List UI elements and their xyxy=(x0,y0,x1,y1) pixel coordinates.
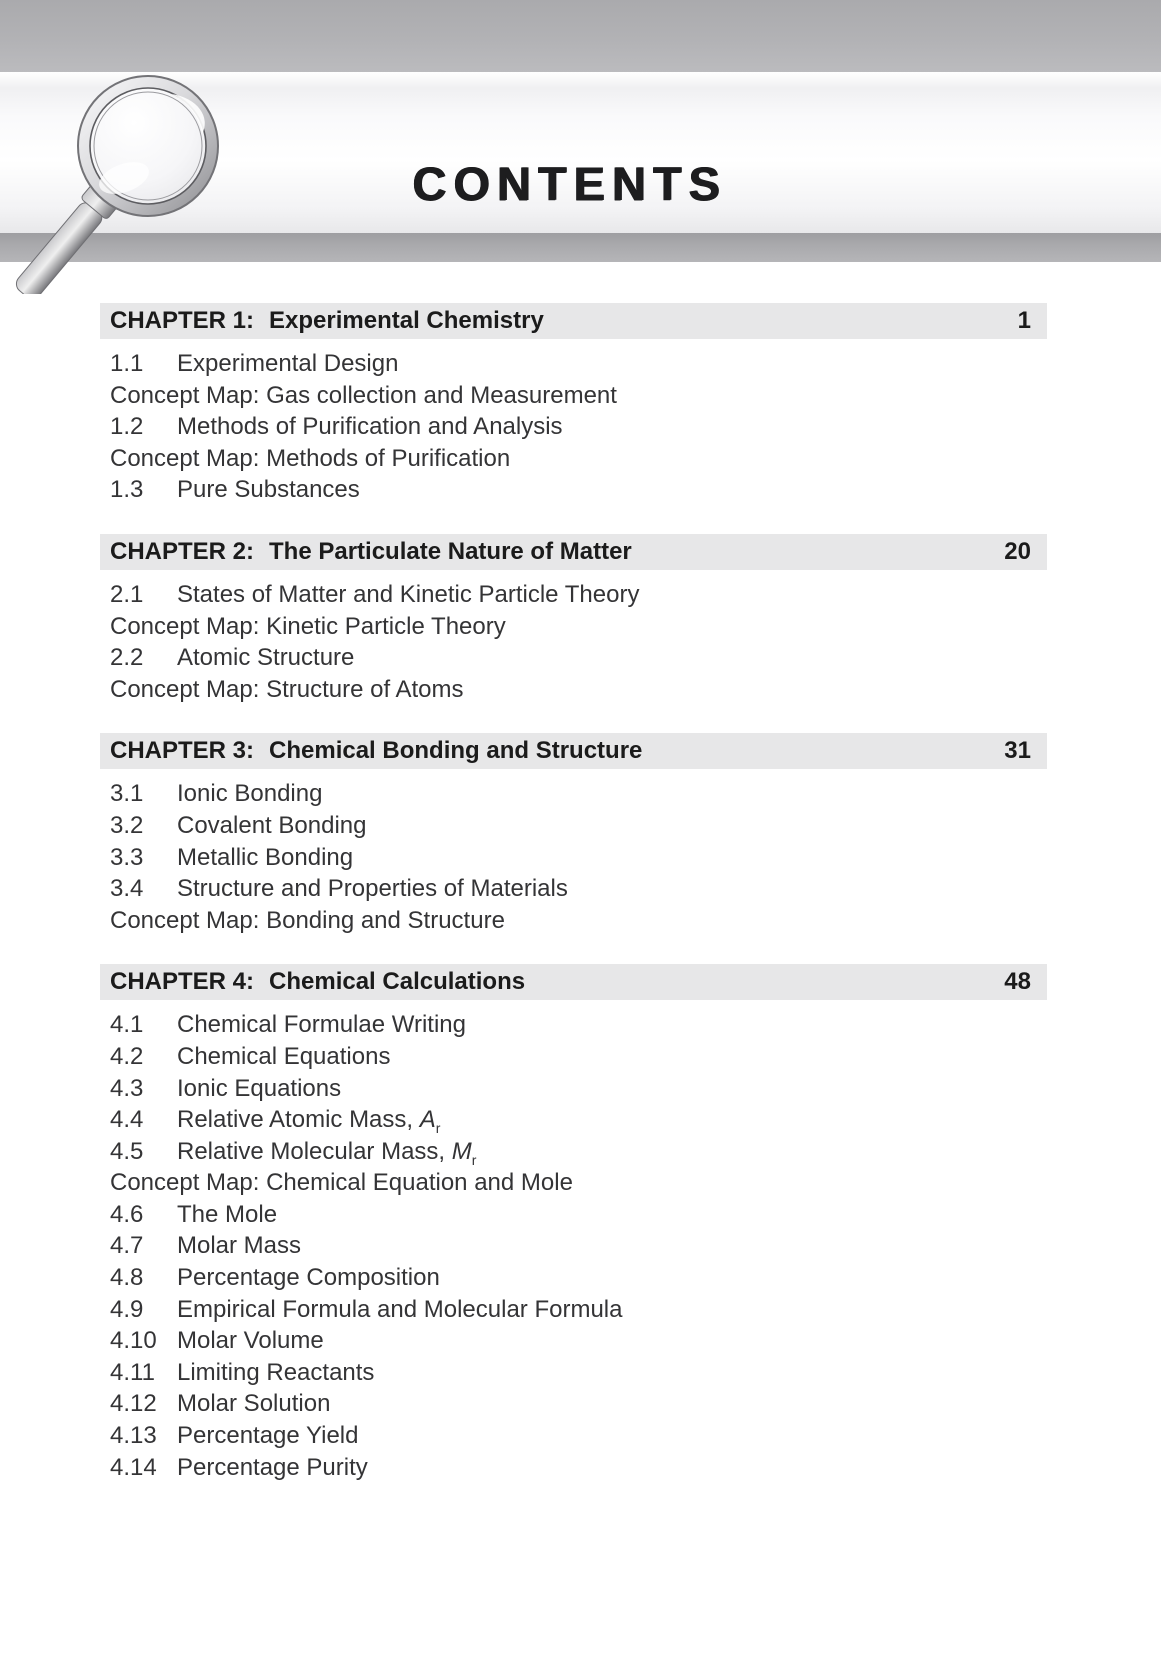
chapter-label: CHAPTER 2: xyxy=(110,537,255,565)
toc-item xyxy=(100,1420,1047,1452)
item-number: 4.13 xyxy=(110,1422,157,1450)
toc-item xyxy=(100,1009,1047,1041)
item-title: Ionic Bonding xyxy=(177,780,323,808)
magnifying-glass-icon xyxy=(14,56,266,294)
item-title: Covalent Bonding xyxy=(177,811,367,839)
item-number: 4.9 xyxy=(110,1295,144,1323)
item-number: 1.2 xyxy=(110,413,144,441)
chapter-item-list xyxy=(100,1009,1047,1483)
item-number: 1.1 xyxy=(110,350,144,377)
item-title: Concept Map: Bonding and Structure xyxy=(110,906,505,934)
chapter-label: CHAPTER 1: xyxy=(110,307,255,334)
item-title: Relative Atomic Mass, $A_r$ xyxy=(177,1106,441,1136)
item-number: 4.14 xyxy=(110,1453,157,1481)
chapter-item-list xyxy=(100,778,1047,936)
toc-item xyxy=(100,810,1047,842)
table-of-contents xyxy=(100,303,1047,1511)
chapter-section xyxy=(100,733,1047,936)
chapter-title: Experimental Chemistry xyxy=(269,307,544,334)
chapter-page-number: 1 xyxy=(1017,307,1031,334)
toc-item xyxy=(100,411,1047,443)
item-title: Ionic Equations xyxy=(177,1074,342,1102)
item-title: Concept Map: Gas collection and Measurement xyxy=(110,381,617,409)
chapter-section xyxy=(100,303,1047,506)
toc-item xyxy=(100,1199,1047,1231)
toc-item xyxy=(100,1136,1047,1168)
toc-item xyxy=(100,778,1047,810)
chapter-header-bar xyxy=(100,964,1047,1000)
item-title: Chemical Formulae Writing xyxy=(177,1011,466,1039)
item-title: Molar Volume xyxy=(177,1327,324,1355)
chapter-page-number: 31 xyxy=(1004,737,1031,765)
item-number: 4.1 xyxy=(110,1011,144,1039)
item-number: 4.6 xyxy=(110,1200,144,1228)
item-number: 2.1 xyxy=(110,580,144,608)
item-title: Percentage Yield xyxy=(177,1422,359,1450)
item-title: States of Matter and Kinetic Particle Theory xyxy=(177,580,640,608)
item-number: 3.2 xyxy=(110,811,144,839)
chapter-label: CHAPTER 4: xyxy=(110,968,255,996)
item-title: Percentage Purity xyxy=(177,1453,368,1481)
toc-item xyxy=(100,1041,1047,1073)
concept-map-item xyxy=(100,905,1047,937)
item-title: Percentage Composition xyxy=(177,1264,440,1292)
chapter-section xyxy=(100,964,1047,1483)
item-title: Atomic Structure xyxy=(177,644,355,672)
chapter-header-bar xyxy=(100,534,1047,570)
item-number: 4.4 xyxy=(110,1106,144,1134)
item-title: Structure and Properties of Materials xyxy=(177,875,568,903)
item-title: Limiting Reactants xyxy=(177,1358,375,1386)
item-title: Concept Map: Chemical Equation and Mole xyxy=(110,1169,573,1197)
toc-item xyxy=(100,1294,1047,1326)
toc-item xyxy=(100,1073,1047,1105)
item-title: Chemical Equations xyxy=(177,1042,391,1070)
chapter-title: Chemical Calculations xyxy=(269,968,526,996)
math-subscript: r xyxy=(471,1151,477,1168)
toc-item xyxy=(100,1452,1047,1484)
item-number: 4.7 xyxy=(110,1232,144,1260)
item-number: 3.3 xyxy=(110,843,144,871)
chapter-label: CHAPTER 3: xyxy=(110,737,255,765)
toc-item xyxy=(100,1104,1047,1136)
item-number: 2.2 xyxy=(110,644,144,672)
item-title: Concept Map: Structure of Atoms xyxy=(110,675,464,703)
math-symbol: M xyxy=(451,1137,472,1165)
item-number: 3.1 xyxy=(110,780,144,808)
item-number: 4.5 xyxy=(110,1137,144,1165)
item-title: Methods of Purification and Analysis xyxy=(177,413,563,441)
chapter-header-bar xyxy=(100,733,1047,769)
chapter-header-bar xyxy=(100,303,1047,339)
concept-map-item xyxy=(100,674,1047,706)
chapter-section xyxy=(100,534,1047,705)
item-number: 4.12 xyxy=(110,1390,157,1418)
item-number: 4.10 xyxy=(110,1327,157,1355)
item-title: Relative Molecular Mass, $M_r$ xyxy=(177,1137,477,1168)
chapter-item-list xyxy=(100,579,1047,705)
item-title: Molar Mass xyxy=(177,1232,302,1260)
toc-item xyxy=(100,842,1047,874)
concept-map-item xyxy=(100,1167,1047,1199)
chapter-page-number: 48 xyxy=(1004,968,1031,996)
item-number: 3.4 xyxy=(110,875,144,903)
toc-item xyxy=(100,873,1047,905)
toc-item xyxy=(100,1388,1047,1420)
toc-item xyxy=(100,348,1047,380)
item-title: Pure Substances xyxy=(177,476,360,504)
chapter-item-list xyxy=(100,348,1047,506)
concept-map-item xyxy=(100,380,1047,412)
page-header xyxy=(0,0,1161,262)
item-title: Concept Map: Methods of Purification xyxy=(110,444,511,472)
item-number: 4.11 xyxy=(110,1358,155,1386)
toc-item xyxy=(100,474,1047,506)
item-number: 4.3 xyxy=(110,1074,144,1102)
toc-item xyxy=(100,1357,1047,1389)
chapter-page-number: 20 xyxy=(1004,537,1031,565)
chapter-title: The Particulate Nature of Matter xyxy=(269,537,632,565)
concept-map-item xyxy=(100,611,1047,643)
chapter-title: Chemical Bonding and Structure xyxy=(269,737,643,765)
item-title: Molar Solution xyxy=(177,1390,331,1418)
item-title: Empirical Formula and Molecular Formula xyxy=(177,1295,623,1323)
toc-item xyxy=(100,1262,1047,1294)
page-title: CONTENTS xyxy=(412,157,727,210)
math-symbol: A xyxy=(419,1106,436,1134)
toc-item xyxy=(100,642,1047,674)
item-number: 4.2 xyxy=(110,1042,144,1070)
item-title: Concept Map: Kinetic Particle Theory xyxy=(110,612,506,640)
math-subscript: r xyxy=(435,1119,441,1136)
item-title: Metallic Bonding xyxy=(177,843,354,871)
item-title: Experimental Design xyxy=(177,350,399,377)
toc-item xyxy=(100,1230,1047,1262)
toc-item xyxy=(100,579,1047,611)
toc-item xyxy=(100,1325,1047,1357)
concept-map-item xyxy=(100,443,1047,475)
item-title: The Mole xyxy=(177,1200,278,1228)
item-number: 4.8 xyxy=(110,1264,144,1292)
item-number: 1.3 xyxy=(110,476,144,504)
